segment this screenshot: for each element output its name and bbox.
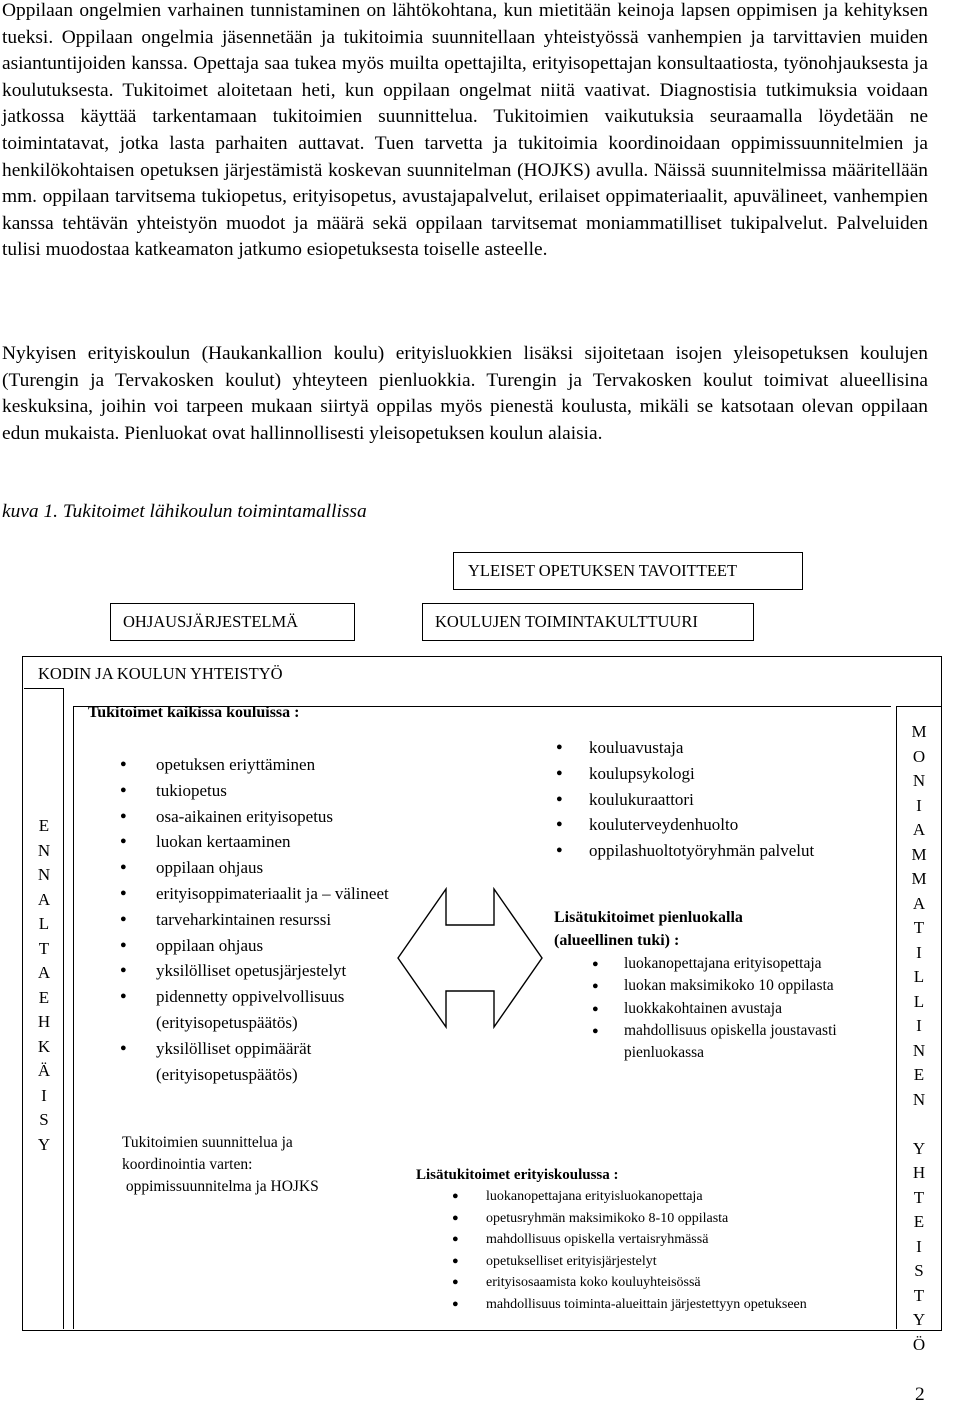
bullet-icon: ● (592, 1002, 599, 1015)
small-class-item-text: mahdollisuus opiskella joustavasti pienluokassa (624, 1021, 837, 1062)
bullet-icon: ● (120, 938, 127, 951)
special-school-item (452, 1251, 892, 1273)
all-schools-item (120, 1036, 400, 1088)
special-school-item (452, 1186, 892, 1208)
right-vertical-letter: T (913, 1187, 925, 1207)
right-vertical-letter: A (912, 820, 926, 839)
left-vertical-letter: N (37, 840, 51, 860)
all-schools-item (120, 804, 400, 830)
right-vertical-letter: L (913, 991, 925, 1011)
right-vertical-letter: Y (912, 1310, 926, 1329)
right-vertical-letter: E (913, 1212, 925, 1231)
figure-caption: kuva 1. Tukitoimet lähikoulun toimintamallissa (2, 501, 367, 522)
all-schools-list (120, 752, 400, 1087)
multiprofessional-vertical-text (896, 720, 942, 1357)
left-vertical-letter: K (37, 1036, 51, 1056)
bullet-icon: ● (452, 1190, 459, 1202)
all-schools-item (120, 958, 400, 984)
right-vertical-letter: Y (912, 1138, 926, 1158)
bullet-icon: ● (120, 912, 127, 925)
special-school-item-text: erityisosaamista koko kouluyhteisössä (486, 1275, 701, 1291)
right-vertical-letter: E (913, 1065, 925, 1084)
special-school-item (452, 1229, 892, 1251)
bullet-icon: ● (120, 783, 127, 796)
left-vertical-letter: Ä (37, 1061, 51, 1080)
small-class-item-text: luokan maksimikoko 10 oppilasta (624, 977, 834, 995)
support-service-item-text: oppilashuoltotyöryhmän palvelut (589, 841, 815, 861)
special-school-item (452, 1208, 892, 1230)
all-schools-item (120, 907, 400, 933)
right-vertical-letter: O (912, 746, 926, 766)
right-vertical-letter: S (914, 1261, 924, 1280)
bullet-icon: ● (556, 818, 563, 831)
bullet-icon: ● (120, 886, 127, 899)
right-vertical-letter: L (913, 967, 925, 986)
all-schools-item (120, 933, 400, 959)
right-vertical-letter: I (916, 1236, 922, 1256)
all-schools-item (120, 829, 400, 855)
special-school-item-text: opetukselliset erityisjärjestelyt (486, 1253, 657, 1269)
support-service-item (556, 787, 856, 813)
box-general-teaching-goals (453, 552, 803, 590)
home-school-cooperation-label: KODIN JA KOULUN YHTEISTYÖ (38, 664, 283, 683)
bullet-icon: ● (452, 1254, 459, 1267)
double-arrow-icon (396, 887, 544, 1029)
support-service-item-text: koulukuraattori (589, 789, 694, 809)
bullet-icon: ● (120, 990, 127, 1003)
support-service-item (556, 812, 856, 838)
special-school-heading: Lisätukitoimet erityiskoulussa : (416, 1167, 619, 1183)
right-vertical-letter: H (912, 1163, 926, 1182)
all-schools-item-text: tukiopetus (156, 780, 227, 800)
right-vertical-letter: Ö (912, 1334, 926, 1354)
bullet-icon: ● (452, 1211, 459, 1224)
all-schools-item (120, 752, 400, 778)
left-vertical-letter: N (37, 865, 51, 884)
box-general-teaching-goals-label: YLEISET OPETUKSEN TAVOITTEET (468, 561, 738, 580)
right-vertical-letter: I (916, 795, 922, 815)
right-vertical-letter: T (913, 918, 925, 937)
box-guidance-system (110, 603, 355, 641)
bullet-icon: ● (120, 835, 127, 848)
left-vertical-letter: I (41, 1085, 47, 1105)
bullet-icon: ● (592, 1024, 599, 1037)
small-class-item-text: luokanopettajana erityisopettaja (624, 955, 822, 972)
box-school-culture (422, 603, 754, 641)
right-vertical-letter: I (916, 1016, 922, 1035)
paragraph-1: Oppilaan ongelmien varhainen tunnistaminen on lähtökohtana, kun mietitään keinoja lapsen oppimisen ja kehityksen tueksi. Oppilaan ongelmia jäsennetään ja tukitoimia suunnitellaan yhteistyössä vanhempien ja tarvittavien muiden asiantuntijoiden kanssa. Opettaja saa tukea myös muilta opettajilta, erityisopettajan konsultaatiosta, työnohjauksesta ja koulutuksesta. Tukitoimet aloitetaan heti, kun oppilaan ongelmat niitä vaativat. Diagnostisia tutkimuksia voidaan jatkossa käyttää tarkentamaan tukitoimien suunnittelua. Tukitoimien vaikutuksia seuraamalla löydetään ne toimintatavat, jotka lasta parhaiten auttavat. Tuen tarvetta ja tukitoimia koordinoidaan oppimissuunnitelmien ja henkilökohtaisen opetuksen järjestämistä koskevan suunnitelman (HOJKS) avulla. Näissä suunnitelmissa määritellään mm. oppilaan tarvitsema tukiopetus, erityisopetus, avustajapalvelut, erilaiset oppimateriaalit, apuvälineet, vanhempien kanssa tehtävän yhteistyön muodot ja määrä sekä oppilaan tarvitsemat moniammatilliset tukipalvelut. Palveluiden tulisi muodostaa katkeamaton jatkumo esiopetuksesta toiselle asteelle. (2, 0, 928, 261)
all-schools-item-text: oppilaan ohjaus (156, 858, 264, 878)
small-class-list (592, 953, 852, 1064)
right-vertical-letter: T (913, 1285, 925, 1305)
all-schools-item-text: luokan kertaaminen (156, 832, 291, 852)
right-vertical-letter: M (911, 869, 927, 888)
right-vertical-letter (896, 1112, 942, 1137)
left-vertical-letter: E (38, 987, 50, 1007)
planning-note: Tukitoimien suunnittelua ja koordinointia varten: oppimissuunnitelma ja HOJKS (122, 1134, 319, 1196)
bullet-icon: ● (120, 809, 127, 822)
all-schools-item-text: yksilölliset oppimäärät (erityisopetuspäätös) (156, 1038, 312, 1084)
left-vertical-letter: Y (37, 1134, 51, 1154)
box-guidance-system-label: OHJAUSJÄRJESTELMÄ (123, 612, 299, 631)
bullet-icon: ● (452, 1297, 459, 1310)
special-school-item-text: luokanopettajana erityisluokanopettaja (486, 1189, 703, 1204)
box-school-culture-label: KOULUJEN TOIMINTAKULTTUURI (435, 612, 698, 631)
all-schools-item-text: osa-aikainen erityisopetus (156, 806, 334, 826)
all-schools-item (120, 984, 400, 1036)
left-vertical-letter: L (38, 914, 50, 933)
small-class-item (592, 998, 852, 1020)
all-schools-item (120, 778, 400, 804)
all-schools-item-text: tarveharkintainen resurssi (156, 909, 332, 929)
all-schools-item (120, 881, 400, 907)
all-schools-item-text: opetuksen eriyttäminen (156, 755, 316, 774)
support-service-item (556, 761, 856, 787)
all-schools-heading: Tukitoimet kaikissa kouluissa : (88, 704, 300, 721)
bullet-icon: ● (120, 1041, 127, 1054)
bullet-icon: ● (120, 964, 127, 977)
support-service-item (556, 838, 856, 864)
special-school-item (452, 1294, 892, 1316)
left-vertical-letter: E (38, 816, 50, 835)
support-service-item-text: koulupsykologi (589, 763, 695, 783)
special-school-item-text: mahdollisuus toiminta-alueittain järjestettyyn opetukseen (486, 1296, 807, 1312)
right-vertical-letter: I (916, 942, 922, 962)
all-schools-item-text: pidennetty oppivelvollisuus (erityisopetuspäätös) (156, 987, 345, 1032)
special-school-item-text: opetusryhmän maksimikoko 8-10 oppilasta (486, 1210, 729, 1226)
support-service-item-text: kouluterveydenhuolto (589, 815, 739, 835)
all-schools-item-text: oppilaan ohjaus (156, 935, 264, 955)
bullet-icon: ● (452, 1233, 459, 1246)
page-number: 2 (915, 1384, 925, 1405)
support-services-list (556, 735, 856, 864)
paragraph-2: Nykyisen erityiskoulun (Haukankallion koulu) erityisluokkien lisäksi sijoitetaan isojen yleisopetuksen koulujen (Turengin ja Tervakosken koulut) yhteyteen pienluokkia. Turengin ja Tervakosken koulut toimivat alueellisina keskuksina, joihin voi tarpeen mukaan siirtyä oppilas myös pienestä koulusta, mikäli se katsotaan olevan oppilaan edun mukaista. Pienluokat ovat hallinnollisesti yleisopetuksen koulun alaisia. (2, 343, 928, 444)
right-vertical-letter: M (911, 844, 927, 864)
special-school-list (452, 1186, 892, 1316)
bullet-icon: ● (120, 758, 127, 770)
bullet-icon: ● (556, 766, 563, 779)
bullet-icon: ● (592, 958, 599, 970)
bullet-icon: ● (452, 1276, 459, 1289)
small-class-item (592, 975, 852, 997)
left-vertical-letter: S (39, 1110, 49, 1129)
small-class-item (592, 1020, 852, 1065)
right-vertical-letter: N (912, 1040, 926, 1060)
bullet-icon: ● (120, 861, 127, 874)
small-class-item (592, 953, 852, 975)
right-vertical-letter: A (912, 893, 926, 913)
bullet-icon: ● (592, 980, 599, 993)
left-vertical-letter: T (38, 938, 50, 958)
left-vertical-letter: A (37, 963, 51, 982)
left-vertical-letter: H (37, 1012, 51, 1031)
special-school-item (452, 1272, 892, 1294)
bullet-icon: ● (556, 844, 563, 857)
right-vertical-letter: N (912, 771, 926, 790)
special-school-item-text: mahdollisuus opiskella vertaisryhmässä (486, 1232, 709, 1248)
small-class-heading: Lisätukitoimet pienluokalla (alueellinen tuki) : (554, 909, 743, 949)
bullet-icon: ● (556, 792, 563, 805)
bullet-icon: ● (556, 741, 563, 753)
right-vertical-letter: M (911, 722, 927, 741)
right-vertical-letter: N (912, 1089, 926, 1109)
prevention-vertical-text (24, 814, 64, 1157)
support-service-item (556, 735, 856, 761)
all-schools-item-text: erityisoppimateriaalit ja – välineet (156, 883, 389, 903)
small-class-item-text: luokkakohtainen avustaja (624, 999, 782, 1017)
support-service-item-text: kouluavustaja (589, 738, 684, 757)
all-schools-item (120, 855, 400, 881)
left-vertical-letter: A (37, 889, 51, 909)
all-schools-item-text: yksilölliset opetusjärjestelyt (156, 961, 347, 981)
